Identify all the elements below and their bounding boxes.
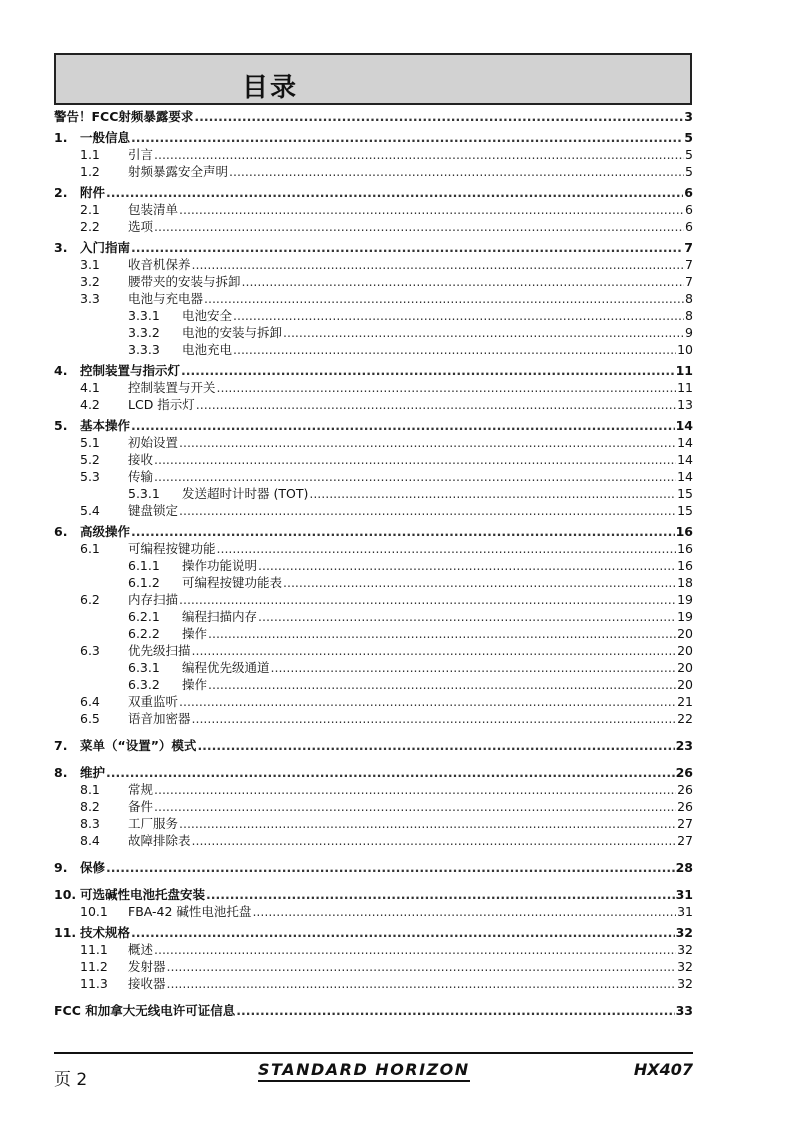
toc-entry-label: FBA-42 碱性电池托盘 <box>128 904 252 919</box>
toc-entry[interactable] <box>54 676 693 693</box>
toc-entry-number: 11. <box>54 925 77 940</box>
toc-entry[interactable] <box>54 324 693 341</box>
toc-entry[interactable] <box>54 958 693 975</box>
toc-leader-dots <box>217 540 677 557</box>
toc-entry[interactable] <box>54 693 693 710</box>
toc-entry-page: 5 <box>685 147 693 162</box>
toc-leader-dots <box>181 362 675 379</box>
toc-entry-number: 3.3 <box>80 291 100 306</box>
toc-leader-dots <box>154 941 676 958</box>
toc-entry-label: LCD 指示灯 <box>128 397 195 412</box>
toc-leader-dots <box>167 958 677 975</box>
toc-entry-number: 5.3 <box>80 469 100 484</box>
toc-entry-number: 6.4 <box>80 694 100 709</box>
toc-entry[interactable] <box>54 273 693 290</box>
toc-leader-dots <box>192 710 677 727</box>
toc-entry[interactable] <box>54 557 693 574</box>
toc-entry-number: 5.3.1 <box>128 486 160 501</box>
toc-entry-label: 引言 <box>128 147 154 162</box>
toc-entry[interactable] <box>54 417 693 434</box>
toc-entry-number: 10.1 <box>80 904 108 919</box>
toc-entry-label: FCC 和加拿大无线电许可证信息 <box>54 1003 236 1018</box>
toc-entry[interactable] <box>54 574 693 591</box>
table-of-contents <box>54 108 693 1019</box>
model-name: HX407 <box>633 1060 693 1079</box>
toc-entry-number: 5. <box>54 418 68 433</box>
toc-entry[interactable] <box>54 737 693 754</box>
toc-entry[interactable] <box>54 341 693 358</box>
toc-entry-number: 3.1 <box>80 257 100 272</box>
toc-entry[interactable] <box>54 362 693 379</box>
toc-entry-label: 射频暴露安全声明 <box>128 164 229 179</box>
toc-entry-page: 26 <box>677 782 693 797</box>
toc-entry-page: 23 <box>675 738 693 753</box>
toc-entry-page: 16 <box>677 541 693 556</box>
toc-entry-number: 4.1 <box>80 380 100 395</box>
toc-leader-dots <box>106 859 675 876</box>
toc-entry-number: 1.1 <box>80 147 100 162</box>
toc-leader-dots <box>229 163 684 180</box>
toc-entry-number: 8. <box>54 765 68 780</box>
toc-entry-number: 2.2 <box>80 219 100 234</box>
toc-leader-dots <box>309 485 676 502</box>
toc-entry-number: 11.2 <box>80 959 108 974</box>
toc-entry-page: 10 <box>677 342 693 357</box>
toc-entry-number: 8.2 <box>80 799 100 814</box>
toc-entry[interactable] <box>54 815 693 832</box>
toc-entry[interactable] <box>54 975 693 992</box>
toc-entry[interactable] <box>54 924 693 941</box>
toc-entry-label: 保修 <box>80 860 106 875</box>
toc-entry[interactable] <box>54 434 693 451</box>
toc-entry[interactable] <box>54 941 693 958</box>
toc-entry-label: 初始设置 <box>128 435 179 450</box>
toc-entry-page: 32 <box>675 925 693 940</box>
toc-entry[interactable] <box>54 1002 693 1019</box>
toc-entry-label: 电池与充电器 <box>128 291 204 306</box>
toc-entry[interactable] <box>54 642 693 659</box>
toc-entry-label: 编程扫描内存 <box>182 609 258 624</box>
toc-entry-number: 6.2.2 <box>128 626 160 641</box>
toc-entry-label: 常规 <box>128 782 154 797</box>
toc-entry[interactable] <box>54 832 693 849</box>
toc-leader-dots <box>192 832 677 849</box>
toc-entry-page: 8 <box>685 308 693 323</box>
toc-entry[interactable] <box>54 625 693 642</box>
toc-entry[interactable] <box>54 129 693 146</box>
toc-entry-number: 3.3.2 <box>128 325 160 340</box>
toc-entry-number: 5.1 <box>80 435 100 450</box>
toc-entry-label: 优先级扫描 <box>128 643 191 658</box>
toc-leader-dots <box>192 642 677 659</box>
toc-entry-page: 33 <box>675 1003 693 1018</box>
toc-leader-dots <box>179 591 676 608</box>
toc-leader-dots <box>217 379 677 396</box>
toc-entry-label: 发送超时计时器 (TOT) <box>182 486 309 501</box>
toc-entry-page: 19 <box>677 592 693 607</box>
toc-entry-label: 控制装置与指示灯 <box>80 363 181 378</box>
toc-entry[interactable] <box>54 396 693 413</box>
toc-entry-label: 备件 <box>128 799 154 814</box>
toc-leader-dots <box>154 146 684 163</box>
toc-leader-dots <box>179 201 684 218</box>
toc-entry-label: 操作 <box>182 677 208 692</box>
toc-entry-label: 腰带夹的安装与拆卸 <box>128 274 241 289</box>
toc-entry-label: 可选碱性电池托盘安装 <box>80 887 206 902</box>
toc-entry[interactable] <box>54 184 693 201</box>
toc-entry-number: 10. <box>54 887 77 902</box>
toc-leader-dots <box>154 451 676 468</box>
toc-title-box <box>54 53 692 105</box>
toc-entry-number: 6.3.1 <box>128 660 160 675</box>
toc-entry-label: 内存扫描 <box>128 592 179 607</box>
toc-entry-label: 可编程按键功能表 <box>182 575 283 590</box>
toc-leader-dots <box>154 468 676 485</box>
toc-entry-page: 8 <box>685 291 693 306</box>
toc-entry-page: 15 <box>677 503 693 518</box>
toc-entry-page: 32 <box>677 942 693 957</box>
toc-entry[interactable] <box>54 307 693 324</box>
toc-entry-label: 维护 <box>80 765 106 780</box>
toc-leader-dots <box>167 975 677 992</box>
toc-entry-page: 31 <box>677 904 693 919</box>
toc-entry-label: 电池安全 <box>182 308 233 323</box>
toc-entry-label: 双重监听 <box>128 694 179 709</box>
toc-leader-dots <box>204 290 684 307</box>
toc-entry-page: 32 <box>677 959 693 974</box>
toc-entry[interactable] <box>54 468 693 485</box>
toc-leader-dots <box>208 625 676 642</box>
toc-leader-dots <box>179 434 676 451</box>
toc-entry-number: 3.3.3 <box>128 342 160 357</box>
toc-entry-label: 技术规格 <box>80 925 131 940</box>
toc-entry-label: 传输 <box>128 469 154 484</box>
toc-entry-page: 26 <box>677 799 693 814</box>
toc-entry[interactable] <box>54 201 693 218</box>
toc-entry-number: 5.2 <box>80 452 100 467</box>
toc-entry-label: 菜单（“设置”）模式 <box>80 738 197 753</box>
toc-leader-dots <box>131 924 675 941</box>
toc-entry-number: 6.5 <box>80 711 100 726</box>
toc-entry[interactable] <box>54 146 693 163</box>
toc-entry-page: 15 <box>677 486 693 501</box>
toc-leader-dots <box>179 815 676 832</box>
toc-entry-page: 11 <box>675 363 693 378</box>
toc-entry-label: 包装清单 <box>128 202 179 217</box>
toc-entry-number: 11.1 <box>80 942 108 957</box>
toc-entry-label: 编程优先级通道 <box>182 660 270 675</box>
toc-entry-label: 发射器 <box>128 959 166 974</box>
toc-entry-page: 7 <box>685 274 693 289</box>
toc-entry-number: 1. <box>54 130 68 145</box>
toc-entry-number: 6.2.1 <box>128 609 160 624</box>
toc-entry-page: 6 <box>684 185 693 200</box>
toc-entry-label: 电池的安装与拆卸 <box>182 325 283 340</box>
toc-entry-page: 5 <box>684 130 693 145</box>
toc-entry-label: 故障排除表 <box>128 833 191 848</box>
toc-leader-dots <box>271 659 677 676</box>
toc-entry-number: 4. <box>54 363 68 378</box>
toc-entry-page: 9 <box>685 325 693 340</box>
toc-leader-dots <box>179 502 676 519</box>
toc-leader-dots <box>196 396 676 413</box>
toc-entry-number: 5.4 <box>80 503 100 518</box>
brand-logo: STANDARD HORIZON <box>258 1060 470 1079</box>
toc-entry-page: 22 <box>677 711 693 726</box>
toc-leader-dots <box>131 239 683 256</box>
toc-entry-page: 6 <box>685 202 693 217</box>
toc-entry-label: 入门指南 <box>80 240 131 255</box>
toc-leader-dots <box>106 184 683 201</box>
toc-leader-dots <box>206 886 675 903</box>
toc-entry-label: 控制装置与开关 <box>128 380 216 395</box>
toc-entry[interactable] <box>54 591 693 608</box>
toc-entry-page: 11 <box>677 380 693 395</box>
toc-entry[interactable] <box>54 540 693 557</box>
toc-entry-number: 6.1.1 <box>128 558 160 573</box>
toc-entry-label: 概述 <box>128 942 154 957</box>
toc-entry[interactable] <box>54 502 693 519</box>
toc-leader-dots <box>131 523 675 540</box>
toc-entry-page: 26 <box>675 765 693 780</box>
toc-entry-page: 16 <box>677 558 693 573</box>
toc-entry[interactable] <box>54 859 693 876</box>
toc-entry-number: 6.2 <box>80 592 100 607</box>
toc-entry[interactable] <box>54 710 693 727</box>
toc-entry[interactable] <box>54 290 693 307</box>
toc-entry-page: 20 <box>677 660 693 675</box>
toc-entry[interactable] <box>54 608 693 625</box>
toc-entry-page: 32 <box>677 976 693 991</box>
toc-entry-page: 13 <box>677 397 693 412</box>
footer-divider <box>54 1052 693 1054</box>
toc-entry-label: 语音加密器 <box>128 711 191 726</box>
toc-entry-page: 16 <box>675 524 693 539</box>
toc-entry-label: 选项 <box>128 219 154 234</box>
toc-leader-dots <box>236 1002 674 1019</box>
toc-entry-page: 7 <box>684 240 693 255</box>
toc-entry-label: 高级操作 <box>80 524 131 539</box>
toc-entry-number: 7. <box>54 738 68 753</box>
toc-entry-page: 14 <box>677 452 693 467</box>
toc-leader-dots <box>258 608 676 625</box>
toc-entry-number: 6.1 <box>80 541 100 556</box>
toc-leader-dots <box>131 129 683 146</box>
toc-leader-dots <box>283 324 684 341</box>
toc-leader-dots <box>197 737 674 754</box>
toc-entry-label: 接收器 <box>128 976 166 991</box>
toc-entry-number: 8.4 <box>80 833 100 848</box>
toc-entry-label: 操作 <box>182 626 208 641</box>
toc-entry-label: 接收 <box>128 452 154 467</box>
toc-entry-number: 3.2 <box>80 274 100 289</box>
toc-leader-dots <box>233 307 684 324</box>
toc-entry[interactable] <box>54 256 693 273</box>
toc-entry-number: 9. <box>54 860 68 875</box>
toc-entry-number: 8.3 <box>80 816 100 831</box>
toc-entry-page: 6 <box>685 219 693 234</box>
toc-leader-dots <box>283 574 676 591</box>
toc-entry-number: 6.3 <box>80 643 100 658</box>
toc-entry-page: 20 <box>677 626 693 641</box>
toc-entry[interactable] <box>54 886 693 903</box>
page-title: 目录 <box>242 73 299 103</box>
toc-entry-page: 14 <box>675 418 693 433</box>
toc-entry[interactable] <box>54 218 693 235</box>
toc-leader-dots <box>194 108 683 125</box>
toc-entry[interactable] <box>54 163 693 180</box>
toc-leader-dots <box>179 693 676 710</box>
toc-entry-number: 2.1 <box>80 202 100 217</box>
toc-entry-number: 6.1.2 <box>128 575 160 590</box>
toc-leader-dots <box>252 903 676 920</box>
toc-entry[interactable] <box>54 239 693 256</box>
toc-entry-page: 14 <box>677 469 693 484</box>
toc-leader-dots <box>192 256 685 273</box>
toc-entry-label: 可编程按键功能 <box>128 541 216 556</box>
toc-entry-number: 3.3.1 <box>128 308 160 323</box>
toc-entry-number: 6.3.2 <box>128 677 160 692</box>
toc-leader-dots <box>233 341 676 358</box>
toc-entry[interactable] <box>54 379 693 396</box>
toc-entry-label: 键盘锁定 <box>128 503 179 518</box>
toc-entry-page: 28 <box>675 860 693 875</box>
toc-leader-dots <box>154 218 684 235</box>
toc-entry-label: 操作功能说明 <box>182 558 258 573</box>
toc-leader-dots <box>131 417 675 434</box>
toc-entry[interactable] <box>54 485 693 502</box>
toc-entry[interactable] <box>54 659 693 676</box>
toc-entry-number: 11.3 <box>80 976 108 991</box>
toc-entry-number: 4.2 <box>80 397 100 412</box>
toc-entry-page: 31 <box>675 887 693 902</box>
toc-leader-dots <box>208 676 676 693</box>
toc-leader-dots <box>242 273 685 290</box>
toc-entry-page: 21 <box>677 694 693 709</box>
toc-entry-number: 8.1 <box>80 782 100 797</box>
toc-entry[interactable] <box>54 108 693 125</box>
toc-entry-label: 工厂服务 <box>128 816 179 831</box>
toc-entry-page: 18 <box>677 575 693 590</box>
toc-entry-page: 20 <box>677 677 693 692</box>
toc-leader-dots <box>154 781 676 798</box>
footer-page-label: 页 2 <box>54 1070 88 1090</box>
toc-entry-page: 19 <box>677 609 693 624</box>
toc-entry-label: 电池充电 <box>182 342 233 357</box>
toc-entry[interactable] <box>54 781 693 798</box>
toc-entry-page: 20 <box>677 643 693 658</box>
toc-entry-number: 3. <box>54 240 68 255</box>
toc-entry-page: 5 <box>685 164 693 179</box>
toc-entry-number: 1.2 <box>80 164 100 179</box>
toc-entry[interactable] <box>54 798 693 815</box>
toc-entry-number: 2. <box>54 185 68 200</box>
toc-entry-page: 7 <box>685 257 693 272</box>
toc-entry-page: 27 <box>677 816 693 831</box>
toc-leader-dots <box>258 557 676 574</box>
toc-entry-page: 3 <box>684 109 693 124</box>
toc-entry-label: 附件 <box>80 185 106 200</box>
toc-entry-page: 14 <box>677 435 693 450</box>
toc-leader-dots <box>154 798 676 815</box>
toc-entry-label: 警告！FCC射频暴露要求 <box>54 109 194 124</box>
toc-entry-number: 6. <box>54 524 68 539</box>
toc-entry-label: 基本操作 <box>80 418 131 433</box>
toc-entry-page: 27 <box>677 833 693 848</box>
toc-entry[interactable] <box>54 451 693 468</box>
toc-entry[interactable] <box>54 523 693 540</box>
toc-entry[interactable] <box>54 764 693 781</box>
toc-entry-label: 一般信息 <box>80 130 131 145</box>
toc-leader-dots <box>106 764 675 781</box>
toc-entry-label: 收音机保养 <box>128 257 191 272</box>
toc-entry[interactable] <box>54 903 693 920</box>
